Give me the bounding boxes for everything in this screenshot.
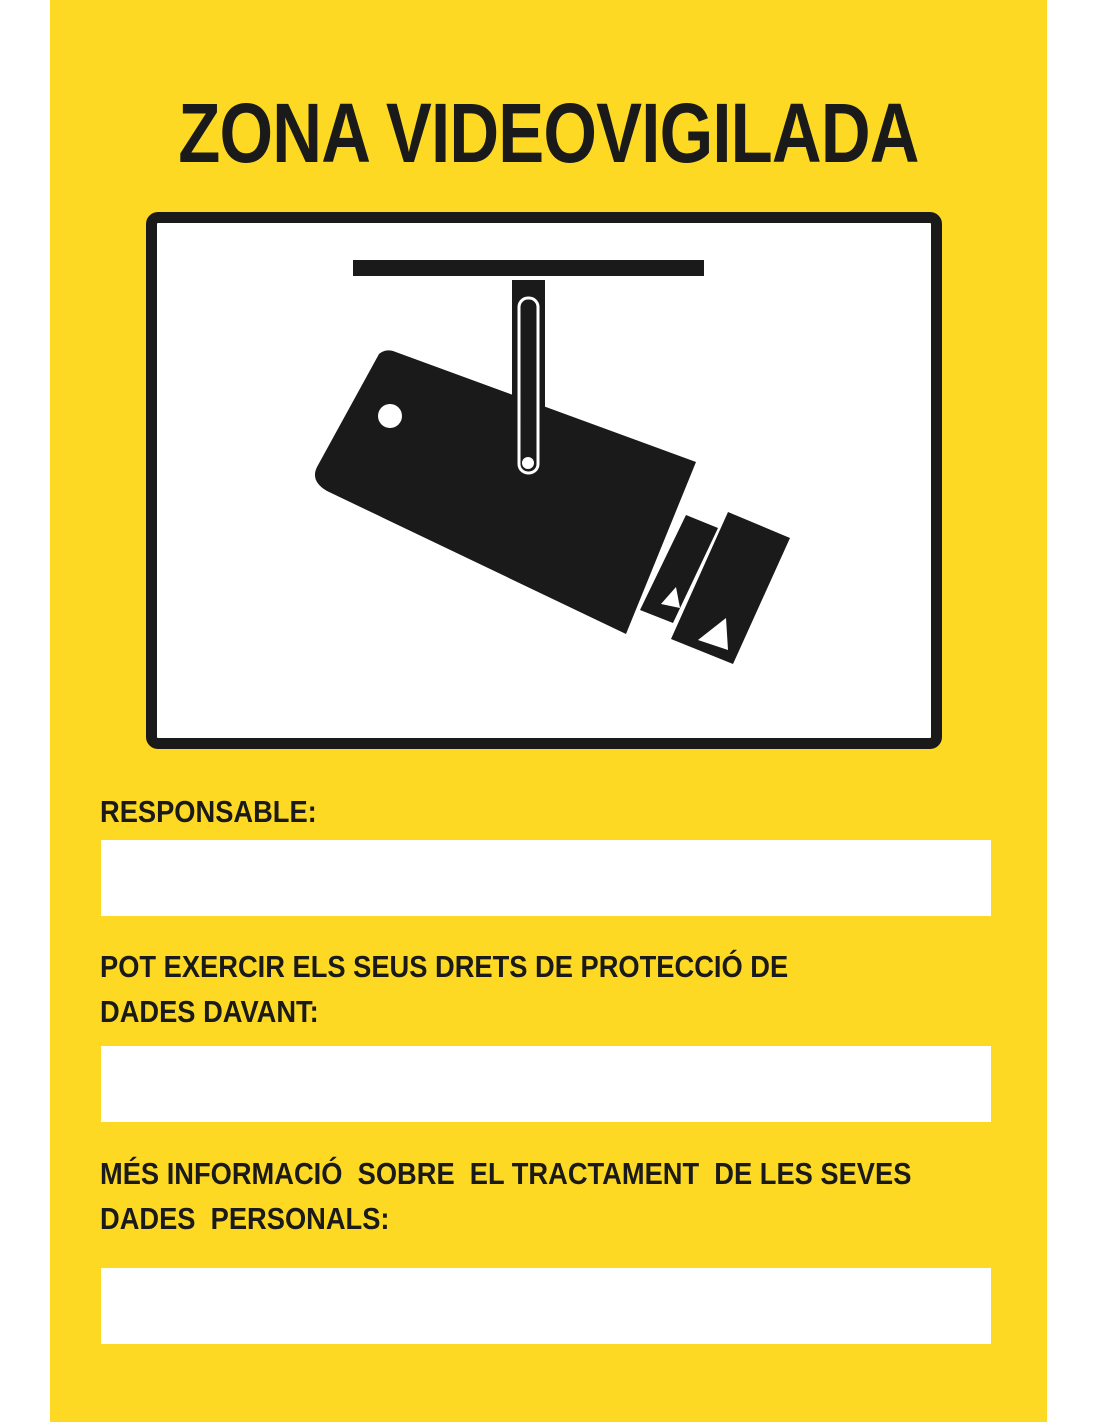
more-info-label-line-2: DADES PERSONALS: <box>100 1201 390 1236</box>
camera-pictogram-frame <box>146 212 942 749</box>
responsible-label-line: RESPONSABLE: <box>100 794 317 829</box>
sign-title: ZONA VIDEOVIGILADA <box>178 86 919 180</box>
rights-field <box>101 1046 991 1122</box>
rights-label <box>100 944 788 1034</box>
camera-indicator-dot <box>378 404 402 428</box>
more-info-field <box>101 1268 991 1344</box>
more-info-label-line-1: MÉS INFORMACIÓ SOBRE EL TRACTAMENT DE LES SEVES <box>100 1156 912 1191</box>
responsible-label <box>100 789 317 834</box>
cctv-camera-icon <box>157 223 931 738</box>
mount-screw <box>522 457 534 469</box>
more-info-label <box>100 1151 911 1241</box>
rights-label-line-2: DADES DAVANT: <box>100 994 319 1029</box>
camera-body <box>315 350 696 634</box>
mount-joint <box>512 423 545 479</box>
ceiling-mount-bar <box>353 260 704 276</box>
warning-sign <box>50 0 1047 1422</box>
rights-label-line-1: POT EXERCIR ELS SEUS DRETS DE PROTECCIÓ DE <box>100 949 789 984</box>
responsible-field <box>101 840 991 916</box>
